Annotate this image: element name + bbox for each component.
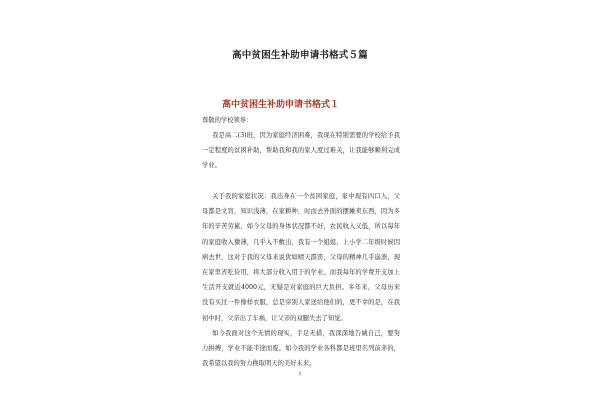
document-title: 高中贫困生补助申请书格式５篇 [232, 50, 368, 61]
body-paragraph-2: 关于我的家庭状况：我出身在一个贫困家庭，家中现有四口人，父母都是文盲，知识浅薄，在家耕种，时而去外面的摆摊卖东西，因为多年的辛苦劳累，如今父母的身体状况都不好，农民收入又低，所以每年的家庭收入微薄，几乎入不敷出，我有一个姐姐，上小学二年级时候因病去世，这对于我的父母来说犹如晴天霹雳，父母的精神几乎崩溃，现在家里省吃俭用，将大部分收入用于的学业。而我每年的学费开支加上生活开支就近4000元，无疑是对家庭的巨大负担。多年来，父母历来没有买过一件像样衣服，总是穿别人家送给他们的，更不幸的是，在我初中时，父亲出了车祸，让父亲的双腿失去了知觉。 [202, 193, 400, 322]
section-title: 高中贫困生补助申请书格式１ [222, 100, 340, 110]
body-paragraph-3: 如今我面对这个无情的现实，手足无措，我深深地告诫自己，要努力拼搏，学业不能半途而废。如今我的学业各科都是班里名列前茅的，我希望以我的努力换取明天的美好未来。 [202, 330, 400, 368]
salutation: 尊敬的学校领导： [202, 117, 253, 124]
page-number: 1 [298, 371, 302, 377]
body-paragraph-1: 我是高二(3)班，因为家庭经济困难，我现在特别需要的学校给予我一定程度的贫困补助，帮助我和我的家人度过难关，让我能够顺利完成学业。 [202, 132, 400, 170]
